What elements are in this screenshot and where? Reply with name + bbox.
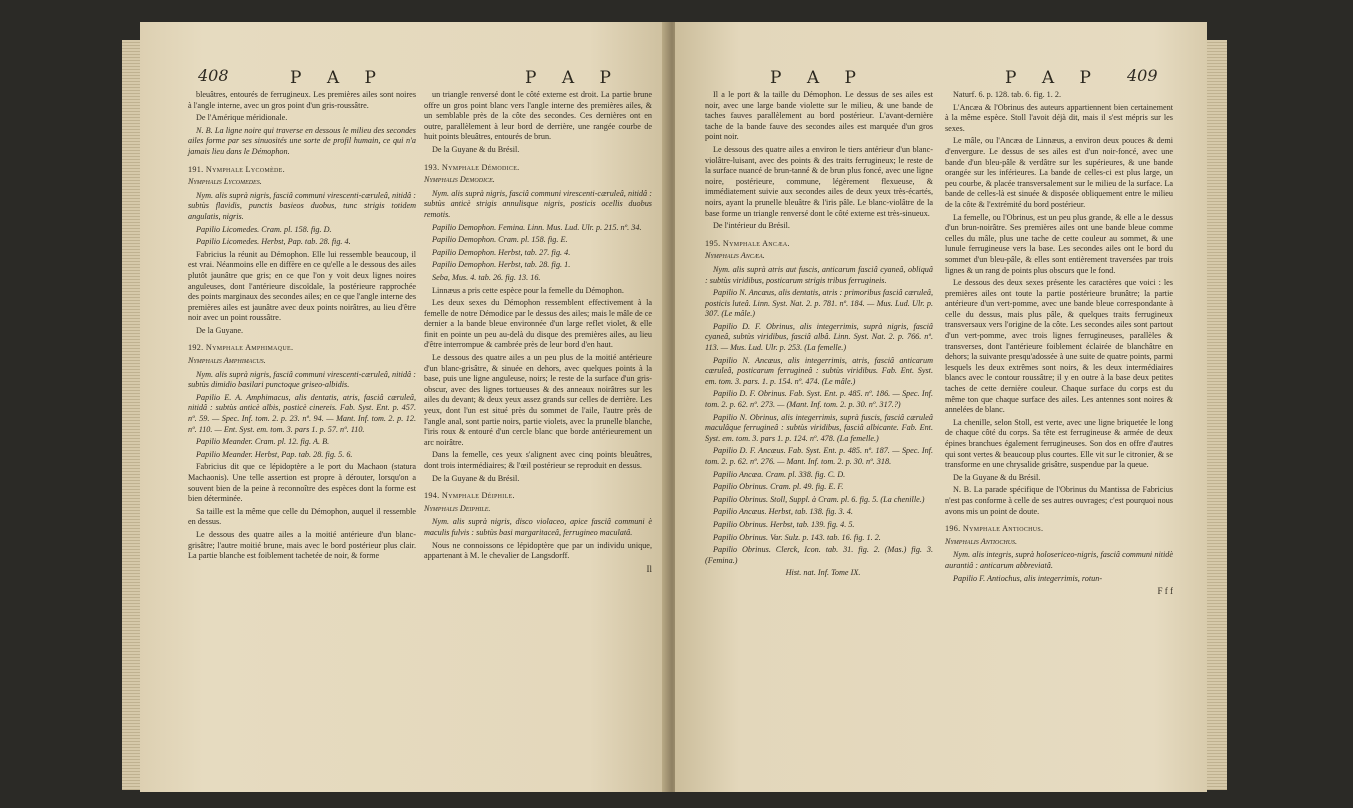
- diagnosis: Nym. alis suprà nigris, disco violaceo, apice fasciâ communi è maculis fulvis : subtùs basi margaritaceâ, ferrugineo maculatâ.: [424, 517, 652, 537]
- reference: Papilio Licomedes. Cram. pl. 158. fig. D.: [196, 224, 332, 234]
- entry-heading: 194. Nymphale Déiphile.: [424, 491, 515, 501]
- catchword: Il: [646, 563, 652, 574]
- running-head: P A P: [290, 68, 386, 88]
- entry-heading: 195. Nymphale Ancæa.: [705, 238, 790, 248]
- genus-name: Nymphalis Demodice.: [424, 175, 495, 185]
- diagnosis: Nym. alis suprà atris aut fuscis, anticarum fasciâ cyaneâ, obliquâ : subtùs viridibus, posticarum strigis tribus ferrugineis.: [705, 264, 933, 285]
- reference: Papilio Licomedes. Herbst, Pap. tab. 28. fig. 4.: [196, 237, 351, 247]
- genus-name: Nymphalis Lycomedes.: [188, 177, 262, 187]
- paragraph: De la Guyane.: [196, 325, 244, 335]
- paragraph: N. B. La ligne noire qui traverse en dessous le milieu des secondes ailes forme par ses sinuosités une sorte de profil humain, ce qui n'a jamais lieu dans le Démophon.: [188, 125, 416, 156]
- paragraph: L'Ancæa & l'Obrinus des auteurs appartiennent bien certainement à la même espèce. Stoll l'avoit déjà dit, mais il s'est mépris sur les sexes.: [945, 102, 1173, 133]
- reference: Papilio Demophon. Herbst, tab. 28. fig. 1.: [432, 260, 571, 270]
- paragraph: Il a le port & la taille du Démophon. Le dessus de ses ailes est noir, avec une large bande violette sur le milieu, & une bande de taches fauves parallèlement au bord postérieur. L'avant-dernière tache de la bande fauve des secondes ailes est marquée d'un gros point noir.: [705, 90, 933, 142]
- reference: Papilio Demophon. Herbst, tab. 27. fig. 4.: [432, 247, 571, 257]
- paragraph: Fabricius la réunit au Démophon. Elle lui ressemble beaucoup, il est vrai. Néanmoins elle en diffère en ce qu'elle a le dessous des ailes plutôt jaunâtre que gris; en ce que l'on y voit deux lignes noires anguleuses, dont l'antérieure discoïdale, la postérieure rapprochée des points marginaux des secondes ailes; en ce que l'angle interne des premières ailes est jaunâtre avec deux points noirâtres, au lieu d'être noir avec un point roussâtre.: [188, 249, 417, 323]
- reference: Papilio Ancæus. Herbst, tab. 138. fig. 3. 4.: [713, 507, 853, 517]
- reference: Papilio Ancæa. Cram. pl. 338. fig. C. D.: [713, 469, 846, 479]
- paragraph: La femelle, ou l'Obrinus, est un peu plus grande, & elle a le dessus d'un brun-noirâtre. Ses premières ailes ont une bande bleue comme celles du mâle, plus une tache de cette couleur au sommet, & une lunule ferrugineuse vers la base. Les secondes ailes ont le bord du sommet d'un bleu-pâle, & elles sont entièrement traversées par trois lignes & un rang de points plus obscurs que le fond.: [945, 212, 1173, 275]
- reference: Papilio Meander. Herbst, Pap. tab. 28. fig. 5. 6.: [196, 449, 353, 459]
- reference: Papilio Obrinus. Var. Sulz. p. 143. tab. 16. fig. 1. 2.: [713, 532, 881, 542]
- paragraph: N. B. La parade spécifique de l'Obrinus du Mantissa de Fabricius n'est pas conforme à celle de ses autres ouvrages; c'est pourquoi nous avons mis un point de doute.: [945, 485, 1173, 516]
- entry-heading: 196. Nymphale Antiochus.: [945, 524, 1044, 534]
- diagnosis: Nym. alis suprà nigris, fasciâ communi virescenti-cæruleâ, nitidâ : subtùs dimidio basilari punctoque griseo-albidis.: [188, 369, 416, 390]
- reference: Papilio Obrinus. Clerck, Icon. tab. 31. fig. 2. (Mas.) fig. 3. (Femina.): [705, 545, 933, 565]
- paragraph: Le mâle, ou l'Ancæa de Linnæus, a environ deux pouces & demi d'envergure. Le dessus de ses ailes est d'un noir-foncé, avec une bande d'un bleu-pâle & verdâtre sur les supérieures, & une bande orangée sur les inférieures. La bande de celles-ci est plus large, un peu courbe, & placée transversalement sur le milieu de la surface. La bande de celles-là est sinuée & disposée obliquement entre le milieu de la côte & l'extrémité du bord postérieur.: [945, 136, 1173, 209]
- paragraph: Les deux sexes du Démophon ressemblent effectivement à la femelle de notre Démodice par le dessus des ailes; mais le mâle de ce dernier a la bande bleue environnée d'un large reflet violet, & elle finit en pointe un peu au-delà du disque des premières ailes, au lieu d'être interrompue & cambrée près de leur bord d'en haut.: [424, 298, 652, 350]
- paragraph: Linnæus a pris cette espèce pour la femelle du Démophon.: [432, 285, 624, 295]
- paragraph: De la Guyane & du Brésil.: [953, 472, 1041, 482]
- reference: Naturf. 6. p. 128. tab. 6. fig. 1. 2.: [953, 90, 1062, 99]
- reference: Seba, Mus. 4. tab. 26. fig. 13. 16.: [432, 272, 541, 282]
- text-column: [424, 90, 652, 574]
- page-number: 408: [198, 66, 229, 85]
- paragraph: La chenille, selon Stoll, est verte, avec une ligne briquetée le long de chaque côté du corps. Sa tête est ferrugineuse & armée de deux épines branchues également ferrugineuses. Son dos en offre d'autres qui sont vertes & beaucoup plus courtes. Elle vit sur le citronier, & se transforme en une chrysalide grisâtre, suspendue par la queue.: [945, 417, 1173, 470]
- reference: Papilio D. F. Ancæus. Fab. Syst. Ent. p. 485. nº. 187. — Spec. Inf. tom. 2. p. 62. nº. 276. — Mant. Inf. tom. 2. p. 30. nº. 318.: [705, 446, 933, 466]
- reference: Papilio F. Antiochus, alis integerrimis, rotun-: [953, 573, 1103, 583]
- paragraph: Le dessous des quatre ailes a un peu plus de la moitié antérieure d'un blanc-grisâtre, & sinuée en dehors, avec quelques points à la base, puis une ligne anguleuse, noirs; le reste de la surface d'un gris-obscur, avec des lignes tortueuses & des anneaux noirâtres sur les ailes du devant; & deux yeux assez grands sur celles de derrière. Les yeux, dont l'un est situé près du sommet de l'aile, l'autre près de l'angle anal, sont partie noirs, partie violets, avec la prunelle blanche, l'iris roux & entouré d'un cercle blanc que borde antérieurement un arc noirâtre.: [424, 353, 652, 447]
- diagnosis: Nym. alis suprà nigris, fasciâ communi virescenti-cæruleâ, nitidâ : subtùs anticè strigis annulisque nigris, posticis ocellis duobus remotis.: [424, 188, 652, 219]
- paragraph: Sa taille est la même que celle du Démophon, auquel il ressemble en dessus.: [188, 506, 416, 527]
- text-column: [705, 90, 933, 581]
- right-page-edges: [1205, 40, 1227, 790]
- reference: Papilio E. A. Amphimacus, alis dentatis, atris, fasciâ cæruleâ, nitidâ : subtùs anticè albis, posticè cinereis. Fab. Syst. Ent. p. 457. nº. 59. — Spec. Inf. tom. 2. p. 23. nº. 94. — Mant. Inf. tom. 2. p. 12. nº. 110. — Ent. Syst. em. tom. 3. pars 1. p. 57. nº. 110.: [188, 392, 416, 434]
- reference: Papilio Obrinus. Herbst, tab. 139. fig. 4. 5.: [713, 519, 855, 529]
- paragraph: un triangle renversé dont le côté externe est droit. La partie brune offre un gros point blanc vers l'angle interne des premières ailes, & un semblable près de la côte des secondes. Ces dernières ont en outre, parallèlement à leur bord de derrière, une rangée courbe de huit points bleuâtres, entourés de brun.: [424, 90, 652, 142]
- paragraph: bleuâtres, entourés de ferrugineux. Les premières ailes sont noires à l'angle interne, avec un gros point d'un gris-roussâtre.: [188, 90, 416, 110]
- reference: Papilio N. Ancæus, alis integerrimis, atris, fasciâ anticarum cæruleâ, posticarum ferrugineâ : subtùs viridibus. Fab. Ent. Syst. em. tom. 3. pars. 1. p. 154. nº. 474. (Le mâle.): [705, 355, 933, 386]
- left-page-edges: [122, 40, 142, 790]
- reference: Papilio Demophon. Femina. Linn. Mus. Lud. Ulr. p. 215. nº. 34.: [432, 222, 642, 232]
- genus-name: Nymphalis Ancæa.: [705, 251, 765, 261]
- paragraph: Dans la femelle, ces yeux s'alignent avec cinq points bleuâtres, dont trois intermédiaires; & l'œil postérieur se reproduit en dessus.: [424, 450, 652, 470]
- page-number: 409: [1127, 66, 1158, 85]
- reference: Papilio Demophon. Cram. pl. 158. fig. E.: [432, 235, 568, 245]
- reference: Papilio N. Obrinus, alis integerrimis, suprà fuscis, fasciâ cæruleâ maculâque ferrugineâ : subtùs viridibus, fasciâ albicante. Fab. Ent. Syst. em. tom. 3. pars 1. p. 124. nº. 478. (La femelle.): [705, 412, 933, 443]
- entry-heading: 191. Nymphale Lycomède.: [188, 164, 285, 174]
- entry-heading: 192. Nymphale Amphimaque.: [188, 343, 294, 353]
- paragraph: De la Guyane & du Brésil.: [432, 473, 520, 483]
- right-page: [675, 22, 1207, 792]
- reference: Papilio Obrinus. Cram. pl. 49. fig. E. F.: [713, 482, 844, 492]
- paragraph: De la Guyane & du Brésil.: [432, 144, 520, 154]
- text-column: [188, 90, 416, 564]
- reference: Papilio Obrinus. Stoll, Suppl. à Cram. pl. 6. fig. 5. (La chenille.): [713, 494, 925, 504]
- reference: Papilio Meander. Cram. pl. 12. fig. A. B.: [196, 437, 330, 447]
- paragraph: Le dessous des quatre ailes a environ le tiers antérieur d'un blanc-violâtre-luisant, avec des points & des traits ferrugineux; le reste de la surface nuancé de brun-tanné & de brun plus foncé, avec une ligne noire, postérieure, commune, légèrement flexueuse, & immédiatement suivie aux secondes ailes de deux yeux très-écartés, noirs, ayant la prunelle bleuâtre & l'iris pâle. Le blanc-violâtre de la base forme un triangle renversé dont le côté externe est très-sinueux.: [705, 144, 933, 218]
- reference: Papilio N. Ancæus, alis dentatis, atris : primoribus fasciâ cæruleâ, posticis luteâ. Linn. Syst. Nat. 2. p. 781. nº. 184. — Mus. Lud. Ulr. p. 307. (Le mâle.): [705, 288, 933, 319]
- left-page: [140, 22, 668, 792]
- volume-signature: Hist. nat. Inf. Tome IX.: [785, 568, 861, 578]
- text-column: [945, 90, 1173, 597]
- genus-name: Nymphalis Deiphile.: [424, 503, 491, 513]
- diagnosis: Nym. alis suprà nigris, fasciâ communi virescenti-cæruleâ, nitidâ : subtùs flavidis, punctis basieos duobus, tunc strigis totidem angulatis, nigris.: [188, 190, 416, 221]
- running-head: P A P: [770, 68, 866, 88]
- running-head: P A P: [1005, 68, 1101, 88]
- paragraph: Fabricius dit que ce lépidoptère a le port du Machaon (statura Machaonis). Une telle assertion est propre à dérouter, lorsqu'on a souvent bien de la peine à reconnoître des espèces dont la forme est bien déterminée.: [188, 462, 416, 504]
- reference: Papilio D. F. Obrinus, alis integerrimis, suprà nigris, fasciâ cyaneâ, subtùs viridibus, fasciâ albâ. Linn. Syst. Nat. 2. p. 766. nº. 113. — Mus. Lud. Ulr. p. 253. (La femelle.): [705, 321, 933, 353]
- signature-mark: F f f: [1157, 586, 1173, 597]
- paragraph: De l'intérieur du Brésil.: [713, 221, 790, 231]
- entry-heading: 193. Nymphale Démodice.: [424, 162, 520, 172]
- diagnosis: Nym. alis integris, suprà holosericeo-nigris, fasciâ communi nitidè aurantiâ : anticarum abbreviatâ.: [945, 550, 1173, 570]
- paragraph: Nous ne connoissons ce lépidoptère que par un individu unique, appartenant à M. le chevalier de Langsdorff.: [424, 540, 652, 561]
- genus-name: Nymphalis Antiochus.: [945, 536, 1018, 546]
- paragraph: Le dessous des deux sexes présente les caractères que voici : les premières ailes ont toute la partie postérieure brunâtre; la partie antérieure d'un vert-pomme, avec une bande bleue correspondante à celle du dessus, mais plus pâle, & quelques traits ferrugineux transversaux vers l'origine de la côte. Les secondes ailes sont partout d'un vert-pomme, avec trois lignes ferrugineuses, parallèles & transverses, dont l'antérieure foiblement éclairée de blanchâtre en dehors; la suivante presqu'adossée à une suite de quatre points, parmi lesquels les deux extrêmes sont noirs, & les deux intermédiaires blancs avec le contour roussâtre; il y en outre à la base deux petites taches de cette dernière couleur. Chaque surface du corps est du même ton que chaque surface des ailes. Les antennes sont noires & annelées de blanc.: [945, 278, 1173, 415]
- running-head: P A P: [525, 68, 621, 88]
- genus-name: Nymphalis Amphimacus.: [188, 356, 266, 366]
- paragraph: Le dessous des quatre ailes a la moitié antérieure d'un blanc-grisâtre; l'autre moitié brune, mais avec le bord postérieur plus clair. La partie blanche est foiblement tachetée de noir, & forme: [188, 529, 416, 561]
- reference: Papilio D. F. Obrinus. Fab. Syst. Ent. p. 485. nº. 186. — Spec. Inf. tom. 2. p. 62. nº. 273. — (Mant. Inf. tom. 2. p. 30. nº. 317.?): [705, 389, 933, 410]
- paragraph: De l'Amérique méridionale.: [196, 113, 288, 123]
